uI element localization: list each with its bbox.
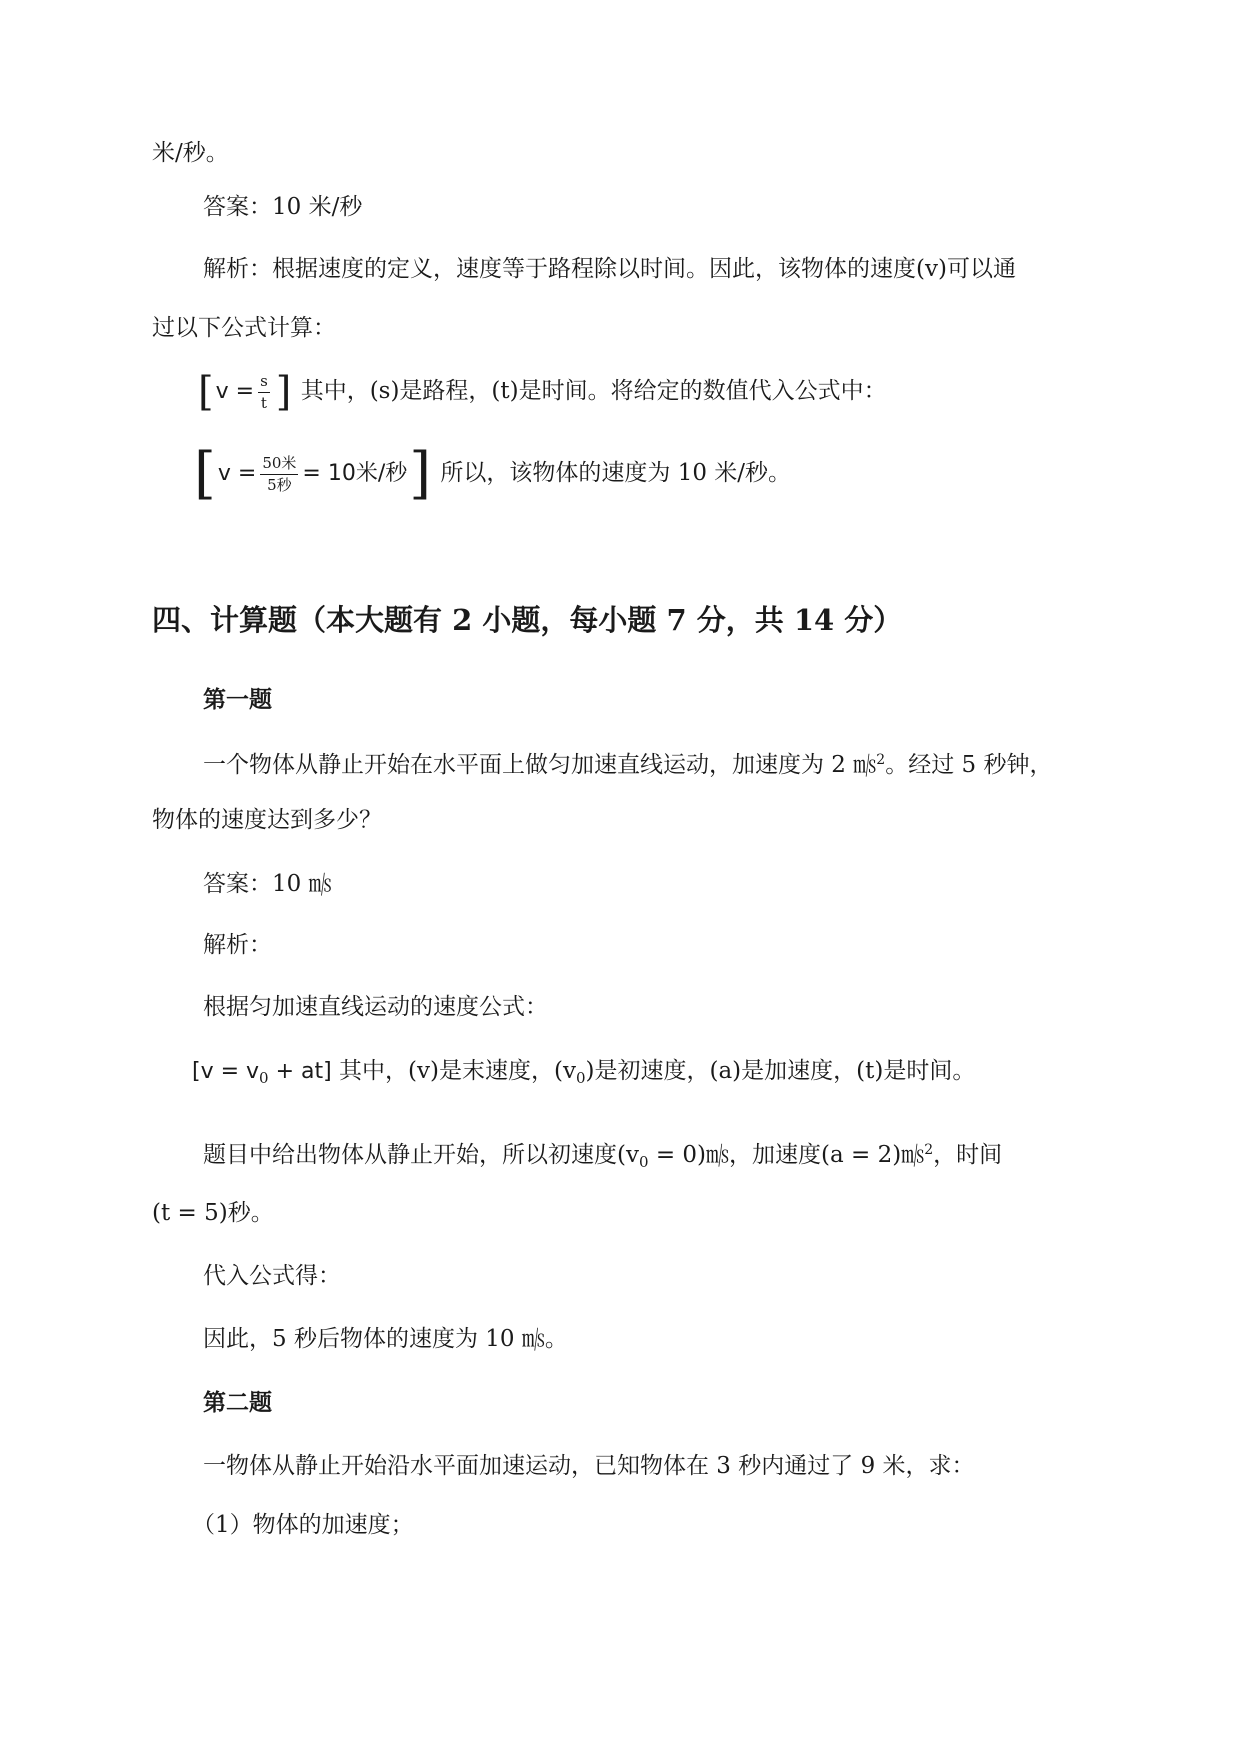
- given-line: [203, 1133, 1143, 1179]
- given-part: ，时间: [933, 1142, 1003, 1168]
- section-heading: 四、计算题（本大题有 2 小题，每小题 7 分，共 14 分）: [152, 603, 903, 637]
- formula-explanation: )是初速度，(a)是加速度，(t)是时间。: [585, 1058, 976, 1084]
- left-bracket: [: [198, 369, 214, 415]
- given-part: = 0)㎧，加速度(a = 2)㎧: [648, 1142, 925, 1168]
- formula-velocity-definition: [196, 369, 1136, 415]
- fraction-denominator: t: [260, 393, 267, 412]
- question-text: 一物体从静止开始沿水平面加速运动，已知物体在 3 秒内通过了 9 米，求：: [203, 1453, 975, 1479]
- formula-explanation: 其中，(s)是路程，(t)是时间。将给定的数值代入公式中：: [300, 378, 887, 404]
- right-bracket: ]: [409, 441, 432, 506]
- analysis-line: 过以下公式计算：: [152, 315, 336, 341]
- superscript: 2: [876, 752, 886, 768]
- analysis-label: 解析：: [203, 932, 272, 958]
- fraction-numerator: s: [258, 374, 270, 393]
- conclusion-line: 因此，5 秒后物体的速度为 10 ㎧。: [203, 1326, 568, 1352]
- question-text-part: 一个物体从静止开始在水平面上做匀加速直线运动，加速度为 2 ㎧: [203, 752, 877, 778]
- fraction: [260, 453, 298, 494]
- substitute-line: 代入公式得：: [203, 1263, 341, 1289]
- question-text: [203, 743, 1143, 782]
- formula-lhs: v =: [215, 379, 255, 404]
- given-line: (t = 5)秒。: [152, 1200, 274, 1226]
- formula-explanation: 其中，(v)是末速度，(v: [339, 1058, 576, 1084]
- analysis-line: 根据匀加速直线运动的速度公式：: [203, 994, 548, 1020]
- left-bracket: [: [194, 441, 216, 506]
- superscript: 2: [924, 1142, 934, 1158]
- formula-part: [v = v: [192, 1059, 260, 1084]
- formula-part: + at]: [268, 1059, 332, 1084]
- subscript: 0: [575, 1069, 586, 1087]
- fraction-numerator: 50米: [260, 456, 298, 475]
- answer-line: 答案：10 米/秒: [203, 194, 363, 220]
- answer-line: 答案：10 ㎧: [203, 871, 332, 897]
- right-bracket: ]: [275, 369, 292, 415]
- formula-result: = 10米/秒: [302, 461, 408, 486]
- question-title: 第二题: [203, 1389, 272, 1416]
- formula-conclusion: 所以，该物体的速度为 10 米/秒。: [440, 460, 792, 486]
- formula-lhs: v =: [217, 461, 257, 486]
- fraction-denominator: 5秒: [267, 475, 292, 494]
- subscript: 0: [638, 1153, 649, 1171]
- question-text: 物体的速度达到多少？: [152, 807, 382, 833]
- formula-velocity-equation: [192, 1054, 1132, 1095]
- question-text-part: 。经过 5 秒钟，: [885, 752, 1053, 778]
- given-part: 题目中给出物体从静止开始，所以初速度(v: [203, 1142, 639, 1168]
- question-item: （1）物体的加速度；: [192, 1512, 414, 1538]
- text-line: 米/秒。: [152, 140, 229, 166]
- fraction: [258, 371, 270, 412]
- formula-substitution: [192, 441, 1132, 506]
- subscript: 0: [259, 1069, 269, 1087]
- question-title: 第一题: [203, 686, 272, 713]
- analysis-line: 解析：根据速度的定义，速度等于路程除以时间。因此，该物体的速度(v)可以通: [203, 256, 1016, 282]
